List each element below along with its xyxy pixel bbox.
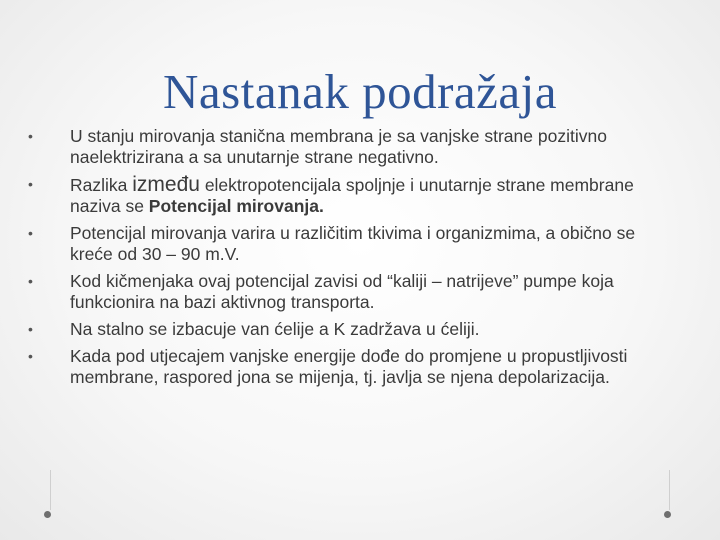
bullet-item xyxy=(28,319,668,340)
corner-line-left xyxy=(50,470,51,510)
bullet-item xyxy=(28,174,668,217)
bullet-text-bold: Potencijal mirovanja. xyxy=(148,196,324,216)
bullet-dot: • xyxy=(28,225,33,241)
bullet-item xyxy=(28,223,668,265)
bullet-dot: • xyxy=(28,128,33,144)
bullet-text: Na stalno se izbacuje van ćelije a K zadržava u ćeliji. xyxy=(70,319,480,339)
bullet-dot: • xyxy=(28,321,33,337)
bullet-text: Kada pod utjecajem vanjske energije dođe do promjene u propustljivosti membrane, raspored jona se mijenja, tj. javlja se njena depolarizacija. xyxy=(70,346,628,387)
bullet-text: U stanju mirovanja stanična membrana je sa vanjske strane pozitivno naelektrizirana a sa unutarnje strane negativno. xyxy=(70,126,607,167)
bullet-dot: • xyxy=(28,348,33,364)
bullet-item xyxy=(28,271,668,313)
bullet-text-pre: Razlika xyxy=(70,175,133,195)
bullet-text-mid: elektropotencijala spoljnje i unutarnje strane membrane naziva se xyxy=(70,175,634,216)
bullet-item xyxy=(28,346,668,388)
slide-title: Nastanak podražaja xyxy=(163,64,557,119)
corner-dot-right xyxy=(664,511,671,518)
bullet-item xyxy=(28,126,668,168)
bullet-dot: • xyxy=(28,273,33,289)
corner-dot-left xyxy=(44,511,51,518)
bullet-text-large-word: između xyxy=(132,173,200,196)
bullet-list xyxy=(28,126,668,394)
corner-line-right xyxy=(669,470,670,510)
bullet-text: Potencijal mirovanja varira u različitim tkivima i organizmima, a obično se kreće od 30 – 90 m.V. xyxy=(70,223,636,264)
bullet-dot: • xyxy=(28,176,33,192)
bullet-text: Kod kičmenjaka ovaj potencijal zavisi od “kaliji – natrijeve” pumpe koja funkcionira na bazi aktivnog transporta. xyxy=(70,271,614,312)
